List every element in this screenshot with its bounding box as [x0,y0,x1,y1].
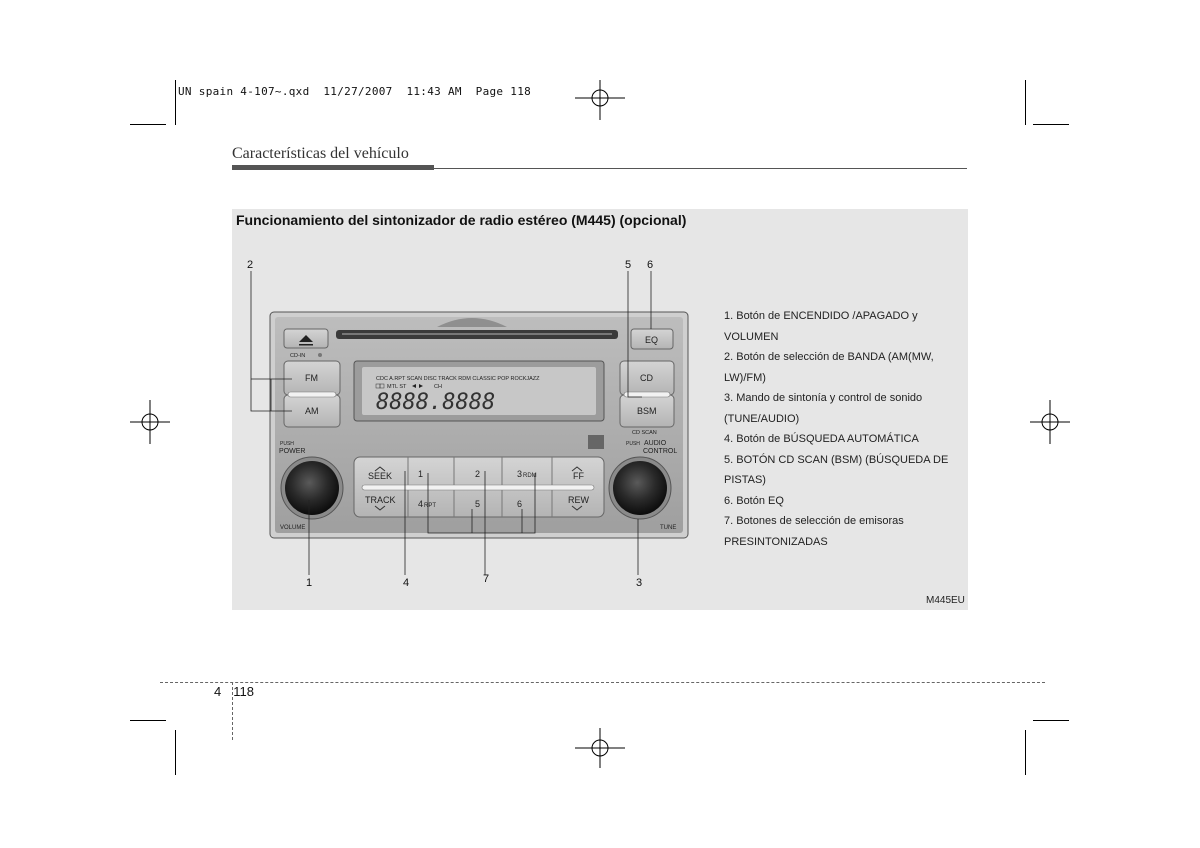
cd-scan-label: CD SCAN [632,430,657,436]
legend-item-2: 2. Botón de selección de BANDA (AM(MW, LW)/FM) [724,351,934,384]
preset-1-label: 1 [418,469,424,479]
eq-label: EQ [645,335,659,345]
page-number [214,684,254,699]
bsm-label: BSM [637,406,657,416]
push2-label: PUSH [626,441,640,447]
rdm-label: RDM [523,473,537,479]
panel-title: Funcionamiento del sintonizador de radio estéreo (M445) (opcional) [236,212,687,228]
lcd-digits: 8888.8888 [376,390,496,415]
print-slug: UN spain 4-107~.qxd 11/27/2007 11:43 AM Page 118 [178,85,532,98]
callout-1: 1 [306,577,313,589]
preset-3-label: 3 [517,469,523,479]
fm-label: FM [305,373,318,383]
image-code: M445EU [926,595,965,606]
registration-mark-bottom [575,728,625,768]
cd-label: CD [640,373,653,383]
registration-mark-top [575,80,625,120]
cd-in-label: CD-IN [290,353,306,359]
section-title: Características del vehículo [232,145,409,162]
registration-mark-right [1030,400,1070,444]
preset-5-label: 5 [475,499,481,509]
crop-mark [1025,730,1026,775]
legend-item-4: 4. Botón de BÚSQUEDA AUTOMÁTICA [724,433,919,445]
legend-item-3: 3. Mando de sintonía y control de sonido (TUNE/AUDIO) [724,392,923,425]
legend-item-7: 7. Botones de selección de emisoras PRESINTONIZADAS [724,515,904,548]
callout-5: 5 [625,259,632,271]
seek-label: SEEK [368,471,393,481]
crop-mark [1033,124,1069,125]
volume-label: VOLUME [280,525,306,531]
crop-mark [1025,80,1026,125]
header-rule-thin [434,168,967,169]
callout-7: 7 [483,573,490,585]
callout-6: 6 [647,259,654,271]
chapter-number: 4 [214,684,222,699]
crop-mark [175,730,176,775]
am-label: AM [305,406,319,416]
rpt-label: RPT [424,503,436,509]
power-label: POWER [279,448,306,455]
callout-2: 2 [247,259,254,271]
preset-6-label: 6 [517,499,523,509]
callout-3: 3 [636,577,643,589]
crop-mark [130,124,166,125]
lcd-ch: CH [434,384,442,390]
push-label: PUSH [280,441,294,447]
registration-mark-left [130,400,170,444]
legend-list [724,306,964,552]
crop-mark [175,80,176,125]
audio-label: AUDIO [644,440,667,447]
legend-item-6: 6. Botón EQ [724,494,784,507]
tune-label: TUNE [660,525,677,531]
tune-knob [613,461,667,515]
crop-mark [130,720,166,721]
header-rule-thick [232,165,434,170]
track-label: TRACK [365,495,396,505]
preset-4-label: 4 [418,499,424,509]
volume-knob [285,461,339,515]
ff-label: FF [573,471,584,481]
lcd-indicators: CDC A.RPT SCAN DISC TRACK RDM CLASSIC POP ROCKJAZZ [376,376,540,382]
radio-illustration [232,209,712,610]
callout-4: 4 [403,577,410,589]
cd-logo [588,435,604,449]
page-number-value: 118 [233,684,254,699]
preset-2-label: 2 [475,469,481,479]
rew-label: REW [568,495,589,505]
crop-mark [1033,720,1069,721]
control-label: CONTROL [643,448,678,455]
legend-item-1: 1. Botón de ENCENDIDO /APAGADO y VOLUMEN [724,310,918,343]
footer-dashed-rule [160,682,1045,683]
lcd-mtl-st: MTL ST [387,384,407,390]
legend-item-5: 5. BOTÓN CD SCAN (BSM) (BÚSQUEDA DE PISTAS) [724,453,949,486]
